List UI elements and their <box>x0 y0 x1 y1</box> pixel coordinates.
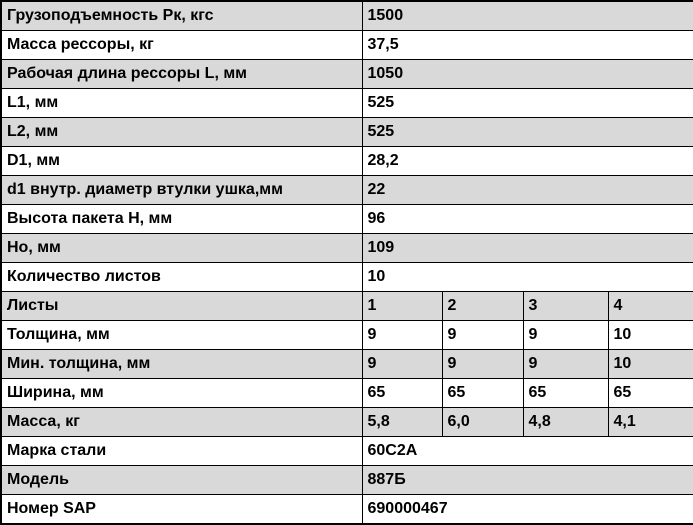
table-row <box>1 495 693 525</box>
row-value: 6,0 <box>442 408 523 437</box>
row-label: Но, мм <box>1 234 362 263</box>
row-value: 887Б <box>362 466 693 495</box>
row-value: 9 <box>362 350 442 379</box>
row-label: Мин. толщина, мм <box>1 350 362 379</box>
row-value: 4,1 <box>608 408 693 437</box>
row-value: 60С2А <box>362 437 693 466</box>
row-value: 525 <box>362 89 693 118</box>
row-value: 10 <box>608 350 693 379</box>
row-value: 96 <box>362 205 693 234</box>
row-label: Толщина, мм <box>1 321 362 350</box>
row-value: 65 <box>442 379 523 408</box>
row-value: 9 <box>442 350 523 379</box>
specs-table-body <box>1 1 693 524</box>
row-value: 10 <box>608 321 693 350</box>
table-row <box>1 118 693 147</box>
row-value: 28,2 <box>362 147 693 176</box>
table-row <box>1 408 693 437</box>
row-label: d1 внутр. диаметр втулки ушка,мм <box>1 176 362 205</box>
table-row <box>1 379 693 408</box>
row-value: 4 <box>608 292 693 321</box>
row-label: Модель <box>1 466 362 495</box>
table-row <box>1 466 693 495</box>
row-value: 10 <box>362 263 693 292</box>
row-label: Рабочая длина рессоры L, мм <box>1 60 362 89</box>
row-label: Высота пакета Н, мм <box>1 205 362 234</box>
row-label: L1, мм <box>1 89 362 118</box>
row-label: Масса, кг <box>1 408 362 437</box>
row-value: 2 <box>442 292 523 321</box>
row-label: Листы <box>1 292 362 321</box>
row-value: 22 <box>362 176 693 205</box>
table-row <box>1 176 693 205</box>
row-value: 109 <box>362 234 693 263</box>
row-label: Марка стали <box>1 437 362 466</box>
table-row <box>1 234 693 263</box>
row-value: 65 <box>608 379 693 408</box>
row-value: 690000467 <box>362 495 693 525</box>
table-row <box>1 60 693 89</box>
table-row <box>1 1 693 31</box>
table-row <box>1 147 693 176</box>
row-value: 9 <box>523 350 608 379</box>
table-row <box>1 263 693 292</box>
row-label: Номер SAP <box>1 495 362 525</box>
row-value: 1050 <box>362 60 693 89</box>
row-value: 65 <box>362 379 442 408</box>
row-value: 5,8 <box>362 408 442 437</box>
row-value: 9 <box>442 321 523 350</box>
row-label: L2, мм <box>1 118 362 147</box>
row-label: Масса рессоры, кг <box>1 31 362 60</box>
table-row <box>1 292 693 321</box>
table-row <box>1 350 693 379</box>
table-row <box>1 31 693 60</box>
row-value: 1 <box>362 292 442 321</box>
row-label: D1, мм <box>1 147 362 176</box>
row-value: 4,8 <box>523 408 608 437</box>
row-value: 1500 <box>362 1 693 31</box>
table-row <box>1 89 693 118</box>
row-value: 9 <box>362 321 442 350</box>
row-value: 525 <box>362 118 693 147</box>
table-row <box>1 205 693 234</box>
row-label: Ширина, мм <box>1 379 362 408</box>
table-row <box>1 321 693 350</box>
row-value: 9 <box>523 321 608 350</box>
row-label: Количество листов <box>1 263 362 292</box>
row-value: 37,5 <box>362 31 693 60</box>
row-value: 3 <box>523 292 608 321</box>
row-value: 65 <box>523 379 608 408</box>
row-label: Грузоподъемность Рк, кгс <box>1 1 362 31</box>
table-row <box>1 437 693 466</box>
